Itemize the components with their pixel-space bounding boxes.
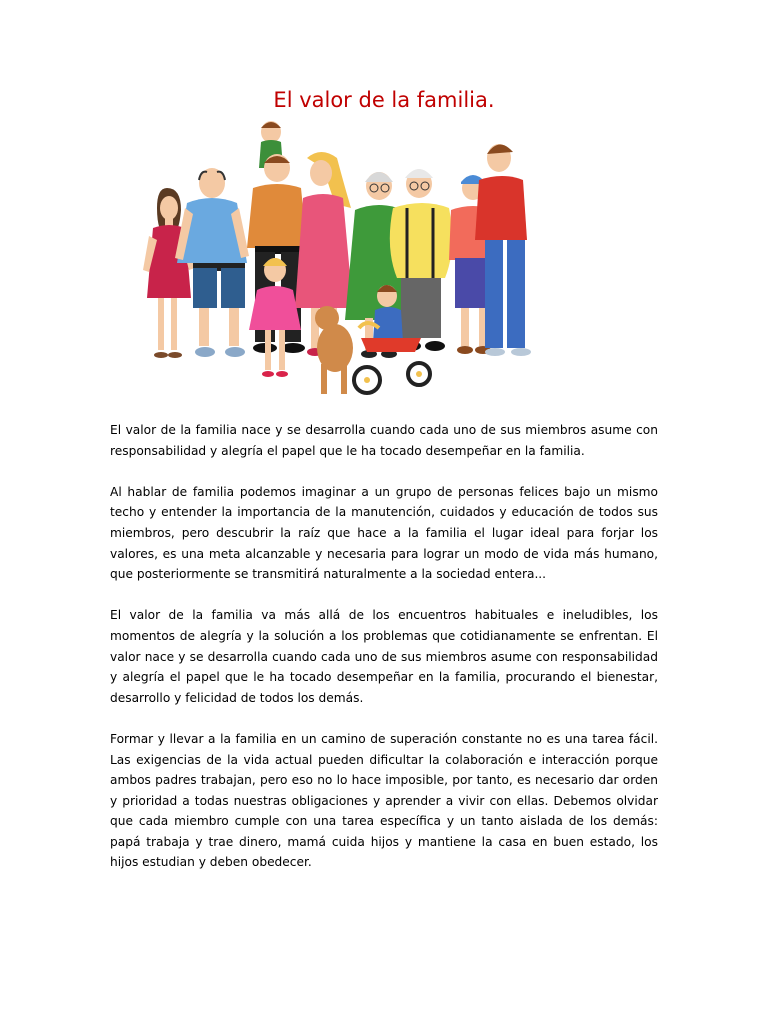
document-title: El valor de la familia. [273, 88, 495, 112]
family-illustration [135, 118, 585, 403]
paragraph: El valor de la familia va más allá de los encuentros habituales e ineludibles, los momentos de alegría y la solución a los problemas que cotidianamente se enfrentan. El valor nace y se desarrolla cuando cada uno de sus miembros asume con responsabilidad y alegría el papel que le ha tocado desempeñar en la familia, procurando el bienestar, desarrollo y felicidad de todos los demás. [110, 608, 658, 705]
paragraph: Formar y llevar a la familia en un camino de superación constante no es una tarea fácil. Las exigencias de la vida actual pueden dificultar la colaboración e interacción porque ambos padres trabajan, pero eso no lo hace imposible, por tanto, es necesario dar orden y prioridad a todas nuestras obligaciones y aprender a vivir con ellas. Debemos olvidar que cada miembro cumple con una tarea específica y un tanto aislada de los demás: papá trabaja y trae dinero, mamá cuida hijos y mantiene la casa en buen estado, los hijos estudian y deben obedecer. [110, 731, 658, 870]
paragraph: Al hablar de familia podemos imaginar a un grupo de personas felices bajo un mismo techo y entender la importancia de la manutención, cuidados y educación de todos sus miembros, pero descubrir la raíz que hace a la familia el lugar ideal para forjar los valores, es una meta alcanzable y necesaria para lograr un modo de vida más humano, que posteriormente se transmitirá naturalmente a la sociedad entera... [110, 484, 658, 582]
document-body [110, 420, 658, 894]
paragraph: El valor de la familia nace y se desarrolla cuando cada uno de sus miembros asume con responsabilidad y alegría el papel que le ha tocado desempeñar en la familia. [110, 423, 658, 458]
bald-man-blue-shirt-figure [175, 168, 249, 357]
